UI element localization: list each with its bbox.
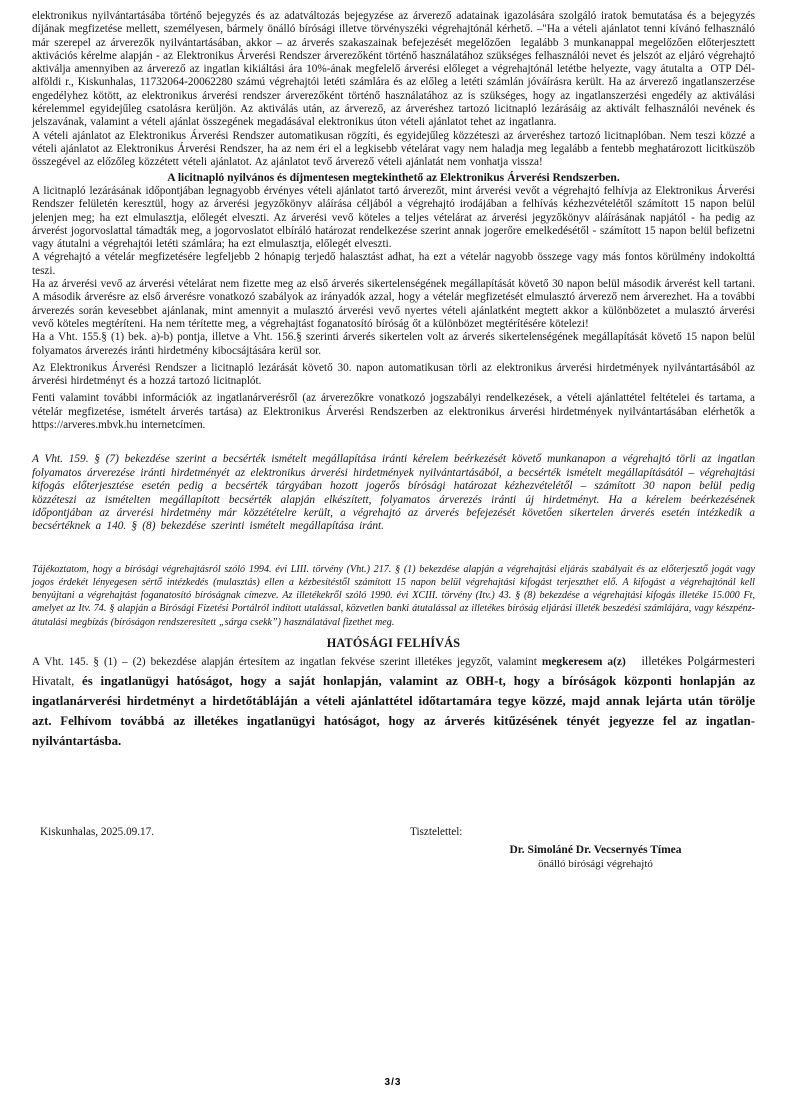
authority-notice-megkeresem: megkeresem a(z)	[541, 655, 626, 668]
paragraph-registration-continued: elektronikus nyilvántartásába történő bejegyzés és az adatváltozás bejegyzése az árverező adatainak igazolására szolgáló iratok bemutatása és a bejegyzés díjának megfizetése mellett, személyesen, bármely önálló bírósági illetve törvényszéki végrehajtónál kérhető. –"Ha a vételi ajánlatot tenni kívánó felhasználó már szerepel az árverezők nyilvántartásában, akkor – az árverés szakaszainak befejezését megelőzően legalább 3 munkanappal megelőzően előterjesztett aktivációs kérelme alapján - az Elektronikus Árverési Rendszer árverezőként történő használatához szükséges felhasználói nevet és jelszót az eljáró végrehajtó aktiválja amennyiben az árverező az ingatlan kikiáltási ára 10%-ának megfelelő árverési előleget a végrehajtónál letétbe helyezte, vagy átutalta a OTP Dél-alföldi r., Kiskunhalas, 11732064-20062280 számú végrehajtói letéti számlára és az előleg a letéti számlán jóváírásra került. Ha az árverező ingatlanszerzése engedélyhez kötött, az elektronikus árverési rendszer árverezőként történő használatához az is szükséges, hogy az ingatlanszerzési engedély az aktiválási kérelemmel egyidejűleg csatolásra kerüljön. Az aktiválás után, az árverező, az árveréshez tartozó licitnapló lezárásáig az aktivált felhasználói nevének és jelszavának, valamint a vételi ajánlat összegének megadásával elektronikus úton vételi ajánlatot tehet az ingatlanra.	[32, 10, 755, 129]
paragraph-failed-auction: Ha a Vht. 155.§ (1) bek. a)-b) pontja, illetve a Vht. 156.§ szerinti árverés sikertelen volt az árverés sikertelenségének megállapítását követő 15 napon belül folyamatos árverezés iránti hirdetmény kibocsájtására kerül sor.	[32, 331, 755, 357]
page-number-footer: 3/3	[384, 1077, 402, 1088]
paragraph-payment-extension: A végrehajtó a vételár megfizetésére legfeljebb 2 hónapig terjedő halasztást adhat, ha ezt a vételár nagyobb összege vagy más fontos körülmény indokolttá teszi.	[32, 251, 755, 277]
heading-licitnaplo-public: A licitnapló nyilvános és díjmentesen megtekinthető az Elektronikus Árverési Rendszerben.	[167, 170, 620, 184]
paragraph-further-information: Fenti valamint további információk az ingatlanárverésről (az árverezőkre vonatkozó jogszabályi rendelkezések, a vételi ajánlattétel feltételei és tartama, a vételár megfizetése, ismételt árverés tartása) az Elektronikus Árverési Rendszerben az elektronikus árverési hirdetmények nyilvántartásában elérhetők a https://arveres.mbvk.hu internetcímen.	[32, 392, 755, 432]
paragraph-auto-deletion: Az Elektronikus Árverési Rendszer a licitnapló lezárását követő 30. napon automatikusan törli az elektronikus árverési hirdetmények nyilvántartásából az árverési hirdetményt és a hozzá tartozó licitnaplót.	[32, 361, 755, 388]
paragraph-vht-159-italic: A Vht. 159. § (7) bekezdése szerint a becsérték ismételt megállapítása iránti kérelem beérkezését követő munkanapon a végrehajtó törli az ingatlan folyamatos árverezése iránti hirdetményét az elektronikus árverési hirdetmények nyilvántartásából, a becsérték ismételt megállapításától – végrehajtási kifogás előterjesztése esetén pedig a becsérték tárgyában hozott jogerős bírósági határozat kézhezvételétől – számított 30 napon belül pedig közzéteszi az ismételten megállapított becsérték alapján elkészített, folyamatos árverezés iránti új hirdetményt. Ha a kérelem beérkezésének időpontjában az árverési hirdetmény már közzétételre került, a végrehajtó az árverés befejezését követően sikertelen árverés esetén intézkedik a becsértéknek a 140. § (8) bekezdése szerinti ismételt megállapítása iránt.	[32, 453, 755, 533]
signer-title: önálló bírósági végrehajtó	[538, 858, 653, 870]
paragraph-legal-remedy-notice: Tájékoztatom, hogy a bírósági végrehajtásról szóló 1994. évi LIII. törvény (Vht.) 217. § (1) bekezdése alapján a végrehajtási eljárás szabályait és az előterjesztő jogát vagy jogos érdekét lényegesen sértő intézkedés (mulasztás) ellen a kézbesítéstől számított 15 napon belül végrehajtási kifogást terjeszthet elő. A kifogást a végrehajtónál kell benyújtani a végrehajtást foganatosító bíróságnak címezve. Az illetékekről szóló 1990. évi XCIII. törvény (Itv.) 43. § (8) bekezdése a végrehajtási kifogás illetéke 15.000 Ft, amelyet az Itv. 74. § alapján a Bírósági Fizetési Portálról indított utalással, közvetlen banki átutalással az illetékes bíróság eljárási illeték beszedési számlájára, vagy készpénz-átutalási megbízás (bíróságon rendszeresített „sárga csekk”) használatával fizethet meg.	[32, 563, 755, 628]
signature-block	[468, 843, 723, 871]
salutation: Tisztelettel:	[410, 826, 463, 838]
paragraph-second-auction: Ha az árverési vevő az árverési vételárat nem fizette meg az első árverés sikertelenségének megállapítását követő 30 napon belül második árverést kell tartani. A második árverésre az első árverésre vonatkozó szabályok az irányadók azzal, hogy a vételár megfizetését elmulasztó árverező nem árverezhet. Ha a további árverezés során kevesebbet ajánlanak, mint amennyit a mulasztó árverési vevő nyertes vételi ajánlatként megtett akkor a különbözetet a mulasztó árverési vevő köteles megtéríteni. Ha nem térítette meg, a végrehajtást foganatosító bíróság őt a különbözet megtérítésére kötelezi!	[32, 278, 755, 330]
authority-notice-hivatal: illetékes Polgármesteri Hivatalt,	[32, 653, 755, 688]
paragraph-bid-recording: A vételi ajánlatot az Elektronikus Árverési Rendszer automatikusan rögzíti, és egyidejűleg közzéteszi az árveréshez tartozó licitnaplóban. Nem teszi közzé a vételi ajánlatot az Elektronikus Árverési Rendszer, ha az nem éri el a legkisebb vételárat vagy nem haladja meg legalább a fentebb meghatározott licitküszöb összegével az előzőleg közzétett vételi ajánlatot. Az ajánlatot tevő árverező vételi ajánlatát nem vonhatja vissza!	[32, 129, 755, 169]
authority-notice-intro: A Vht. 145. § (1) – (2) bekezdése alapján értesítem az ingatlan fekvése szerint illetékes jegyzőt, valamint	[32, 655, 542, 668]
paragraph-winning-bidder: A licitnapló lezárásának időpontjában legnagyobb érvényes vételi ajánlatot tartó árverezőt, mint árverési vevőt a végrehajtó felhívja az Elektronikus Árverési Rendszer felületén keresztül, hogy az árverési jegyzőkönyv aláírása céljából a végrehajtó irodájában a felhívás kézhezvételétől számított 15 napon belül jelenjen meg; ha ezt elmulasztja, előlegét elveszti. Az árverési vevő köteles a teljes vételárat az árverési jegyzőkönyv aláírásának napjától - ha pedig az árverést jogorvoslattal támadták meg, a jogorvoslatot elbíráló határozat rendelkezése szerint annak jogerőre emelkedésétől - számított 15 napon belül befizetni vagy átutalni a végrehajtói letéti számlára; ha ezt elmulasztja, előlegét elveszti.	[32, 184, 755, 251]
paragraph-authority-notice	[32, 652, 755, 752]
signer-name: Dr. Simoláné Dr. Vecsernyés Tímea	[509, 844, 682, 856]
document-body	[32, 10, 755, 752]
authority-notice-bold-request: és ingatlanügyi hatóságot, hogy a saját honlapján, valamint az OBH-t, hogy a bíróságok központi honlapján az ingatlanárverési hirdetményt a hirdetőtábláján a vételi ajánlattétel időtartamára tegye közzé, majd annak lejárta után törölje azt. Felhívom továbbá az illetékes ingatlanügyi hatóságot, hogy az árverés kitűzésének tényét jegyezze fel az ingatlan-nyilvántartásba.	[32, 673, 756, 748]
heading-hatosagi-felhivas: HATÓSÁGI FELHÍVÁS	[326, 635, 461, 650]
place-and-date: Kiskunhalas, 2025.09.17.	[40, 826, 155, 838]
